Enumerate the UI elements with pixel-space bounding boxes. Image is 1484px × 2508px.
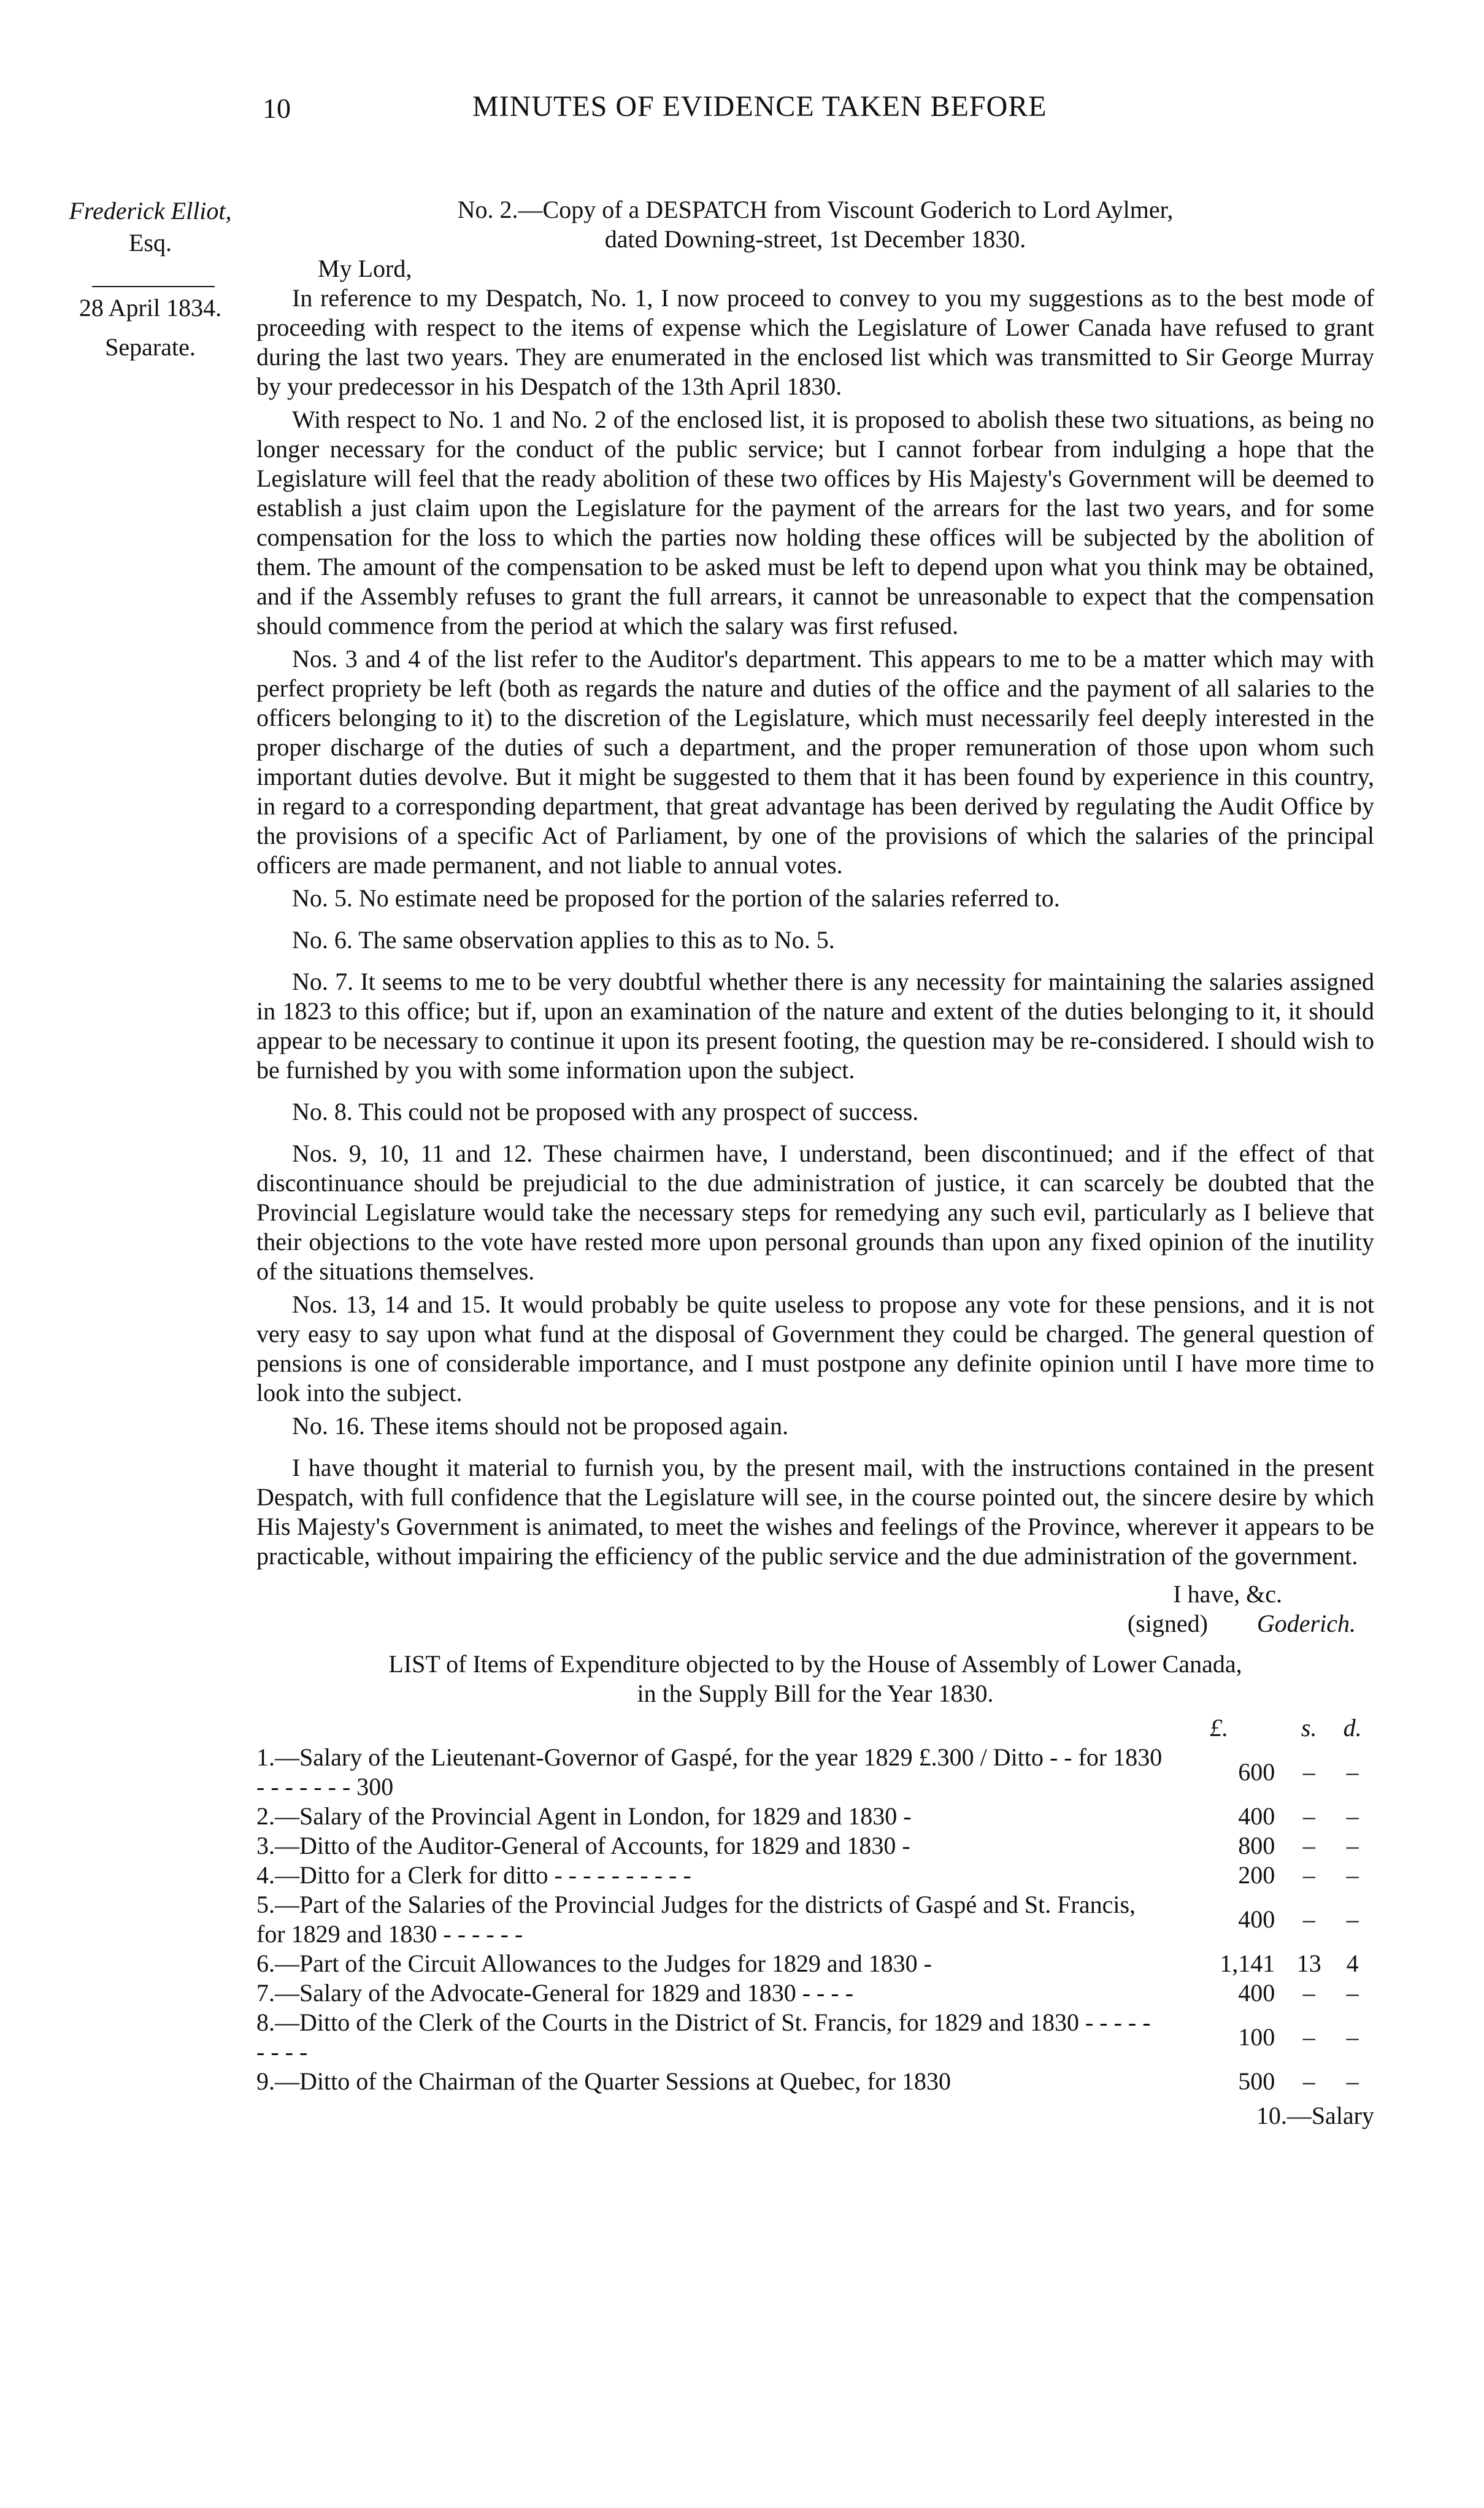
item-shillings: – (1302, 2023, 1315, 2051)
item-text: 1.—Salary of the Lieutenant-Governor of Gaspé, for the year 1829 £.300 / Ditto - - for 1830 - - - - - - - 300 (256, 1743, 1163, 1800)
col-pence: d. (1343, 1714, 1362, 1742)
item-text: 3.—Ditto of the Auditor-General of Accounts, for 1829 and 1830 - (256, 1832, 910, 1859)
table-row (256, 1861, 1374, 1890)
margin-witness (49, 195, 252, 259)
catchword: 10.—Salary (1256, 2102, 1374, 2129)
item-shillings: – (1302, 1861, 1315, 1889)
col-pounds: £. (1210, 1714, 1229, 1742)
table-row (256, 1890, 1374, 1949)
list-title: LIST of Items of Expenditure objected to by the House of Assembly of Lower Canada, (388, 1650, 1242, 1678)
table-row (256, 1949, 1374, 1978)
paragraph: Nos. 3 and 4 of the list refer to the Auditor's department. This appears to me to be a matter which may with perfect propriety be left (both as regards the nature and duties of the office and the payment of all salaries to the officers belonging to it) to the discretion of the Legislature, which must necessarily feel deeply interested in the proper discharge of the duties of such a department, and the proper remuneration of those upon whom such important duties devolve. But it might be suggested to them that it has been found by experience in this country, in regard to a corresponding department, that great advantage has been derived by regulating the Audit Office by the provisions of a specific Act of Parliament, by one of the provisions of which the salaries of the principal officers are made permanent, and not liable to annual votes. (256, 645, 1374, 879)
col-shillings: s. (1301, 1714, 1317, 1742)
item-text: 4.—Ditto for a Clerk for ditto - - - - - - - - - - (256, 1861, 691, 1889)
witness-title: Esq. (129, 229, 172, 257)
page-number: 10 (263, 93, 291, 124)
item-pounds: 100 (1238, 2023, 1275, 2051)
table-row (256, 1743, 1374, 1802)
list-subtitle: in the Supply Bill for the Year 1830. (637, 1680, 994, 1707)
item-pounds: 600 (1238, 1758, 1275, 1786)
paragraph: No. 6. The same observation applies to this as to No. 5. (292, 926, 835, 954)
signature-line (256, 1609, 1374, 1638)
item-pounds: 400 (1238, 1979, 1275, 2007)
paragraph: No. 8. This could not be proposed with any prospect of success. (292, 1098, 919, 1125)
item-text: 9.—Ditto of the Chairman of the Quarter Sessions at Quebec, for 1830 (256, 2067, 951, 2095)
signature: Goderich. (1256, 1610, 1356, 1637)
paragraph: No. 16. These items should not be proposed again. (292, 1412, 789, 1440)
item-pence: – (1346, 1802, 1359, 1830)
item-text: 7.—Salary of the Advocate-General for 1829 and 1830 - - - - (256, 1979, 854, 2007)
item-pence: – (1346, 2067, 1359, 2095)
despatch-body (256, 195, 1374, 2131)
item-pence: – (1346, 2023, 1359, 2051)
item-pounds: 400 (1238, 1905, 1275, 1933)
closing: I have, &c. (1173, 1580, 1282, 1608)
item-shillings: – (1302, 1802, 1315, 1830)
item-text: 8.—Ditto of the Clerk of the Courts in the District of St. Francis, for 1829 and 1830 - - - - - - - - - (256, 2008, 1151, 2066)
item-shillings: – (1302, 1832, 1315, 1859)
item-shillings: – (1302, 1758, 1315, 1786)
table-row (256, 2067, 1374, 2096)
paragraph: I have thought it material to furnish you, by the present mail, with the instructions contained in the present Despatch, with full confidence that the Legislature will see, in the course pointed out, the sincere desire by which His Majesty's Government is animated, to meet the wishes and feelings of the Province, wherever it appears to be practicable, without impairing the efficiency of the public service and the due administration of the government. (256, 1454, 1374, 1570)
item-pence: 4 (1346, 1950, 1359, 1977)
item-text: 6.—Part of the Circuit Allowances to the Judges for 1829 and 1830 - (256, 1950, 932, 1977)
signed-label: (signed) (1127, 1610, 1208, 1637)
table-header (256, 1713, 1374, 1743)
paragraph: Nos. 13, 14 and 15. It would probably be quite useless to propose any vote for these pensions, and it is not very easy to say upon what fund at the disposal of Government they could be charged. The general question of pensions is one of considerable importance, and I must postpone any definite opinion until I have more time to look into the subject. (256, 1291, 1374, 1406)
item-shillings: 13 (1296, 1950, 1321, 1977)
item-pounds: 1,141 (1220, 1950, 1275, 1977)
item-pounds: 400 (1238, 1802, 1275, 1830)
table-row (256, 1802, 1374, 1831)
expenditure-table (256, 1713, 1374, 2096)
paragraph: With respect to No. 1 and No. 2 of the enclosed list, it is proposed to abolish these two situations, as being no longer necessary for the conduct of the public service; but I cannot forbear from indulging a hope that the Legislature will feel that the ready abolition of these two offices by His Majesty's Government will be deemed to establish a just claim upon the Legislature for the payment of the arrears for the last two years, and for some compensation for the loss to which the parties now holding these offices will be subjected by the abolition of them. The amount of the compensation to be asked must be left to depend upon what you think may be obtained, and if the Assembly refuses to grant the full arrears, it cannot be unreasonable to expect that the compensation should commence from the period at which the salary was first refused. (256, 406, 1374, 639)
item-text: 5.—Part of the Salaries of the Provincial Judges for the districts of Gaspé and St. Francis, for 1829 and 1830 - - - - - - (256, 1891, 1136, 1948)
item-pence: – (1346, 1832, 1359, 1859)
despatch-dateline: dated Downing-street, 1st December 1830. (604, 225, 1026, 253)
despatch-heading: No. 2.—Copy of a DESPATCH from Viscount Goderich to Lord Aylmer, (457, 196, 1174, 223)
item-shillings: – (1302, 2067, 1315, 2095)
item-pounds: 200 (1238, 1861, 1275, 1889)
paragraph: No. 5. No estimate need be proposed for the portion of the salaries referred to. (292, 884, 1060, 912)
item-pounds: 500 (1238, 2067, 1275, 2095)
item-pence: – (1346, 1979, 1359, 2007)
salutation: My Lord, (318, 255, 412, 282)
table-row (256, 2008, 1374, 2067)
item-pence: – (1346, 1905, 1359, 1933)
item-pounds: 800 (1238, 1832, 1275, 1859)
item-pence: – (1346, 1758, 1359, 1786)
paragraph: Nos. 9, 10, 11 and 12. These chairmen have, I understand, been discontinued; and if the effect of that discontinuance should be prejudicial to the due administration of justice, it can scarcely be doubted that the Provincial Legislature would take the necessary steps for remedying any such evil, particularly as I believe that their objections to the vote have rested more upon personal grounds than upon any fixed opinion of the inutility of the situations themselves. (256, 1140, 1374, 1285)
item-shillings: – (1302, 1979, 1315, 2007)
witness-name: Frederick Elliot, (69, 197, 232, 225)
paragraph: No. 7. It seems to me to be very doubtful whether there is any necessity for maintaining the salaries assigned in 1823 to this office; but if, upon an examination of the nature and extent of the duties belonging to it, it should appear to be necessary to continue it upon its present footing, the question may be re-considered. I should wish to be furnished by you with some information upon the subject. (256, 968, 1374, 1084)
margin-divider (92, 286, 215, 287)
table-row (256, 1978, 1374, 2008)
item-shillings: – (1302, 1905, 1315, 1933)
margin-note: Separate. (105, 333, 196, 361)
table-row (256, 1831, 1374, 1861)
item-pence: – (1346, 1861, 1359, 1889)
running-header: MINUTES OF EVIDENCE TAKEN BEFORE (472, 90, 1047, 123)
margin-date: 28 April 1834. (79, 294, 222, 322)
item-text: 2.—Salary of the Provincial Agent in London, for 1829 and 1830 - (256, 1802, 912, 1830)
paragraph: In reference to my Despatch, No. 1, I now proceed to convey to you my suggestions as to the best mode of proceeding with respect to the items of expense which the Legislature of Lower Canada have refused to grant during the last two years. They are enumerated in the enclosed list which was transmitted to Sir George Murray by your predecessor in his Despatch of the 13th April 1830. (256, 284, 1374, 400)
